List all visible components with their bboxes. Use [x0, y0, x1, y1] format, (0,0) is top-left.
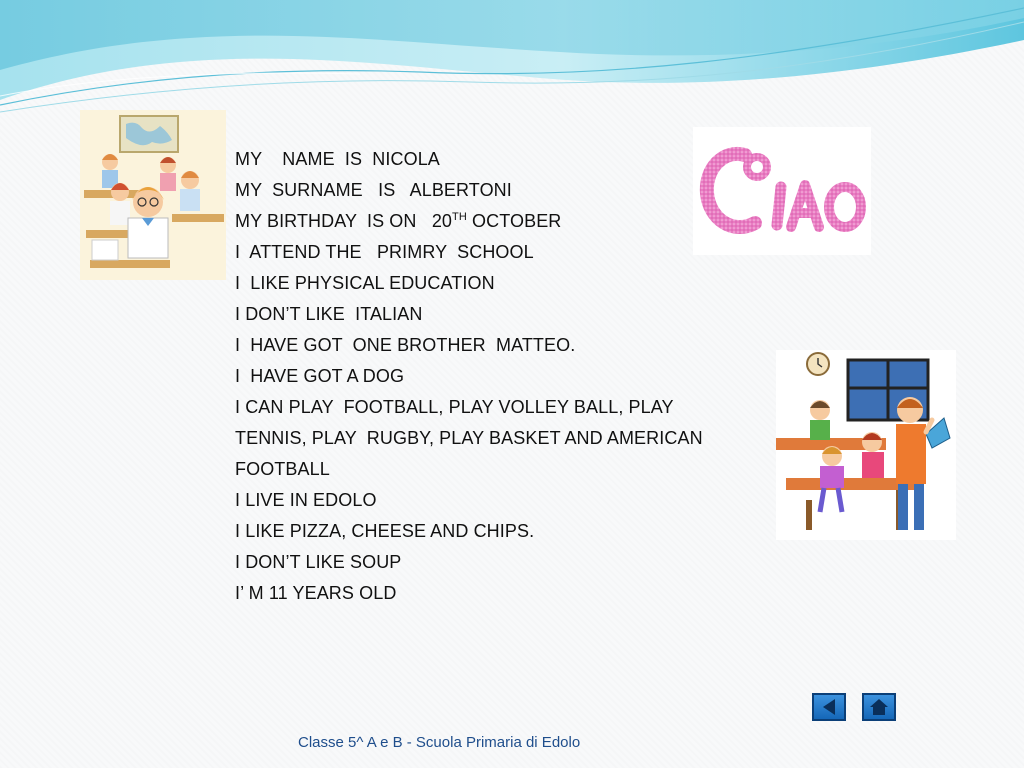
ciao-logo: [693, 127, 871, 255]
home-button[interactable]: [862, 693, 896, 721]
footer-text: Classe 5^ A e B - Scuola Primaria di Edolo: [298, 734, 581, 751]
text-line-school: I ATTEND THE PRIMRY SCHOOL: [235, 242, 534, 262]
text-line-name: MY NAME IS NICOLA: [235, 149, 440, 169]
text-line-sports-2: TENNIS, PLAY RUGBY, PLAY BASKET AND AMERICAN: [235, 428, 703, 448]
back-button[interactable]: [812, 693, 846, 721]
text-line-surname: MY SURNAME IS ALBERTONI: [235, 180, 512, 200]
birthday-month: OCTOBER: [466, 211, 562, 231]
text-line-food-like: I LIKE PIZZA, CHEESE AND CHIPS.: [235, 521, 535, 541]
header-wave-decoration: [0, 0, 1024, 120]
text-line-live: I LIVE IN EDOLO: [235, 490, 377, 510]
text-line-brother: I HAVE GOT ONE BROTHER MATTEO.: [235, 335, 576, 355]
back-arrow-icon: [814, 695, 844, 719]
ordinal-suffix: TH: [452, 211, 467, 223]
birthday-text: MY BIRTHDAY IS ON 20: [235, 211, 453, 231]
text-line-like-pe: I LIKE PHYSICAL EDUCATION: [235, 273, 495, 293]
text-line-sports-3: FOOTBALL: [235, 459, 330, 479]
teacher-students-picture: [776, 350, 956, 540]
text-line-dislike-italian: I DON’T LIKE ITALIAN: [235, 304, 423, 324]
text-line-dog: I HAVE GOT A DOG: [235, 366, 405, 386]
text-line-sports-1: I CAN PLAY FOOTBALL, PLAY VOLLEY BALL, PLAY: [235, 397, 674, 417]
classroom-picture: [80, 110, 226, 280]
text-line-age: I’ M 11 YEARS OLD: [235, 583, 397, 603]
text-line-food-dislike: I DON’T LIKE SOUP: [235, 552, 402, 572]
home-icon: [864, 695, 894, 719]
